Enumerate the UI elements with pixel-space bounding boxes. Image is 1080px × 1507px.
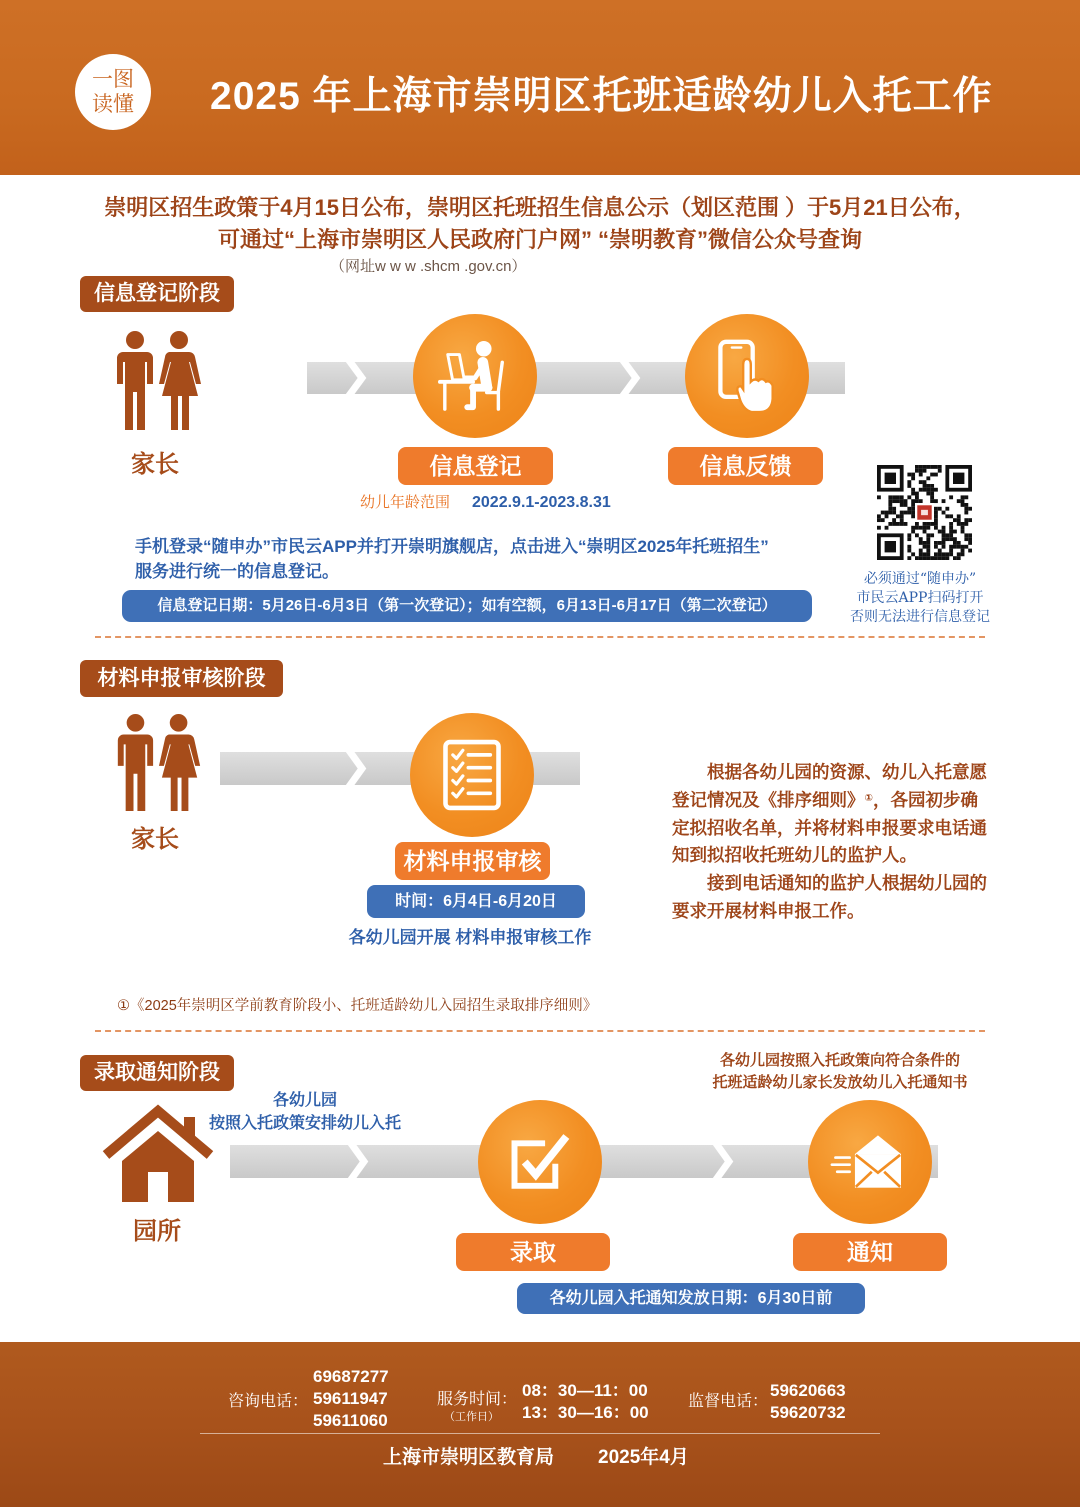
- parents-icon: [113, 330, 203, 430]
- notification-note: [700, 1050, 980, 1094]
- checklist-icon: [440, 738, 504, 812]
- house-icon: [100, 1103, 216, 1203]
- section-divider-1: [95, 636, 985, 638]
- supervise-label: 监督电话：: [688, 1393, 769, 1410]
- intro-line-2: 可通过“上海市崇明区人民政府门户网” “崇明教育”微信公众号查询: [217, 227, 863, 252]
- description-text: ，各园初步确: [872, 789, 978, 810]
- notification-note-line-1: 各幼儿园按照入托政策向符合条件的: [719, 1052, 960, 1069]
- description-line: 定拟招收名单，并将材料申报要求电话通: [672, 817, 987, 838]
- service-label: 服务时间：: [437, 1391, 518, 1408]
- footnote-ref: ①: [864, 792, 873, 804]
- stage3-tag: 录取通知阶段: [80, 1055, 234, 1091]
- step-circle-notification: [808, 1100, 932, 1224]
- consult-label: 咨询电话：: [228, 1393, 309, 1410]
- qr-note-line-2: 市民云APP扫码打开: [856, 590, 984, 606]
- age-range-label: 幼儿年龄范围: [360, 494, 451, 511]
- qr-note-line-1: 必须通过“随申办”: [863, 571, 977, 587]
- material-review-time-pill: 时间：6月4日-6月20日: [367, 885, 585, 918]
- stage1-actor-label: 家长: [131, 451, 179, 478]
- envelope-icon: [830, 1131, 910, 1193]
- kindergarten-note-line-1: 各幼儿园: [272, 1092, 337, 1109]
- description-line: [672, 787, 987, 815]
- notification-note-line-2: 托班适龄幼儿家长发放幼儿入托通知书: [712, 1074, 968, 1091]
- registration-dates-pill: 信息登记日期：5月26日-6月3日（第一次登记）；如有空额，6月13日-6月17日（第二次登记）: [122, 590, 812, 622]
- section-divider-2: [95, 1030, 985, 1032]
- qr-note: [840, 570, 1000, 627]
- consult-phone: 59611060: [313, 1411, 388, 1430]
- step-label-registration: 信息登记: [398, 447, 553, 485]
- material-review-note: 各幼儿园开展 材料申报审核工作: [348, 928, 592, 947]
- person-at-laptop-icon: [436, 339, 514, 413]
- stage2-tag: 材料申报审核阶段: [80, 660, 283, 697]
- consult-phone: 69687277: [313, 1367, 389, 1386]
- checkbox-checked-icon: [506, 1128, 574, 1196]
- intro-website: （网址w w w .shcm .gov.cn）: [330, 258, 527, 275]
- step-circle-material-review: [410, 713, 534, 837]
- stage2-description: [672, 759, 987, 926]
- stage1-tag: 信息登记阶段: [80, 276, 234, 312]
- badge-line-2: 读懂: [92, 93, 134, 116]
- step-circle-registration: [413, 314, 537, 438]
- footer-divider: [200, 1433, 880, 1434]
- supervise-phone: 59620663: [770, 1381, 846, 1400]
- step-label-notification: 通知: [793, 1233, 947, 1271]
- description-line: 接到电话通知的监护人根据幼儿园的: [707, 873, 987, 894]
- issue-date: 2025年4月: [598, 1447, 689, 1468]
- qr-code-icon: [877, 465, 972, 560]
- badge-circle: [75, 54, 151, 130]
- step-circle-feedback: [685, 314, 809, 438]
- age-range-value: 2022.9.1-2023.8.31: [472, 494, 611, 511]
- consult-phone: 59611947: [313, 1389, 388, 1408]
- parents-icon: [113, 713, 203, 811]
- description-line: 要求开展材料申报工作。: [672, 900, 865, 921]
- service-note: （工作日）: [444, 1411, 499, 1423]
- description-line: 知到拟招收托班幼儿的监护人。: [672, 845, 917, 866]
- hand-tapping-phone-icon: [709, 338, 785, 414]
- kindergarten-note-line-2: 按照入托政策安排幼儿入托: [208, 1115, 401, 1132]
- service-hours: 08：30—11：00: [522, 1381, 648, 1400]
- step-circle-admission: [478, 1100, 602, 1224]
- instruction-line-2: 服务进行统一的信息登记。: [135, 562, 339, 581]
- intro-line-1: 崇明区招生政策于4月15日公布，崇明区托班招生信息公示（划区范围 ）于5月21日公布，: [104, 195, 976, 220]
- kindergarten-note: [200, 1089, 410, 1135]
- supervise-phone: 59620732: [770, 1403, 846, 1422]
- description-text: 登记情况及《排序细则》: [672, 789, 865, 810]
- stage3-actor-label: 园所: [133, 1218, 181, 1245]
- description-line: 根据各幼儿园的资源、幼儿入托意愿: [707, 762, 987, 782]
- service-hours: 13：30—16：00: [522, 1403, 649, 1422]
- stage2-actor-label: 家长: [131, 826, 179, 853]
- footer-banner: [0, 1342, 1080, 1507]
- step-label-admission: 录取: [456, 1233, 610, 1271]
- header-banner: [0, 0, 1080, 175]
- badge-line-1: 一图: [92, 68, 134, 91]
- qr-note-line-3: 否则无法进行信息登记: [850, 609, 990, 625]
- issuer: 上海市崇明区教育局: [383, 1447, 555, 1468]
- notification-date-pill: 各幼儿园入托通知发放日期：6月30日前: [517, 1283, 865, 1314]
- step-label-feedback: 信息反馈: [668, 447, 823, 485]
- step-label-material-review: 材料申报审核: [395, 842, 550, 880]
- page-title: 2025 年上海市崇明区托班适龄幼儿入托工作: [210, 75, 993, 118]
- instruction-line-1: 手机登录“随申办”市民云APP并打开崇明旗舰店，点击进入“崇明区2025年托班招生”: [135, 537, 769, 556]
- footnote: ①《2025年崇明区学前教育阶段小、托班适龄幼儿入园招生录取排序细则》: [117, 998, 598, 1014]
